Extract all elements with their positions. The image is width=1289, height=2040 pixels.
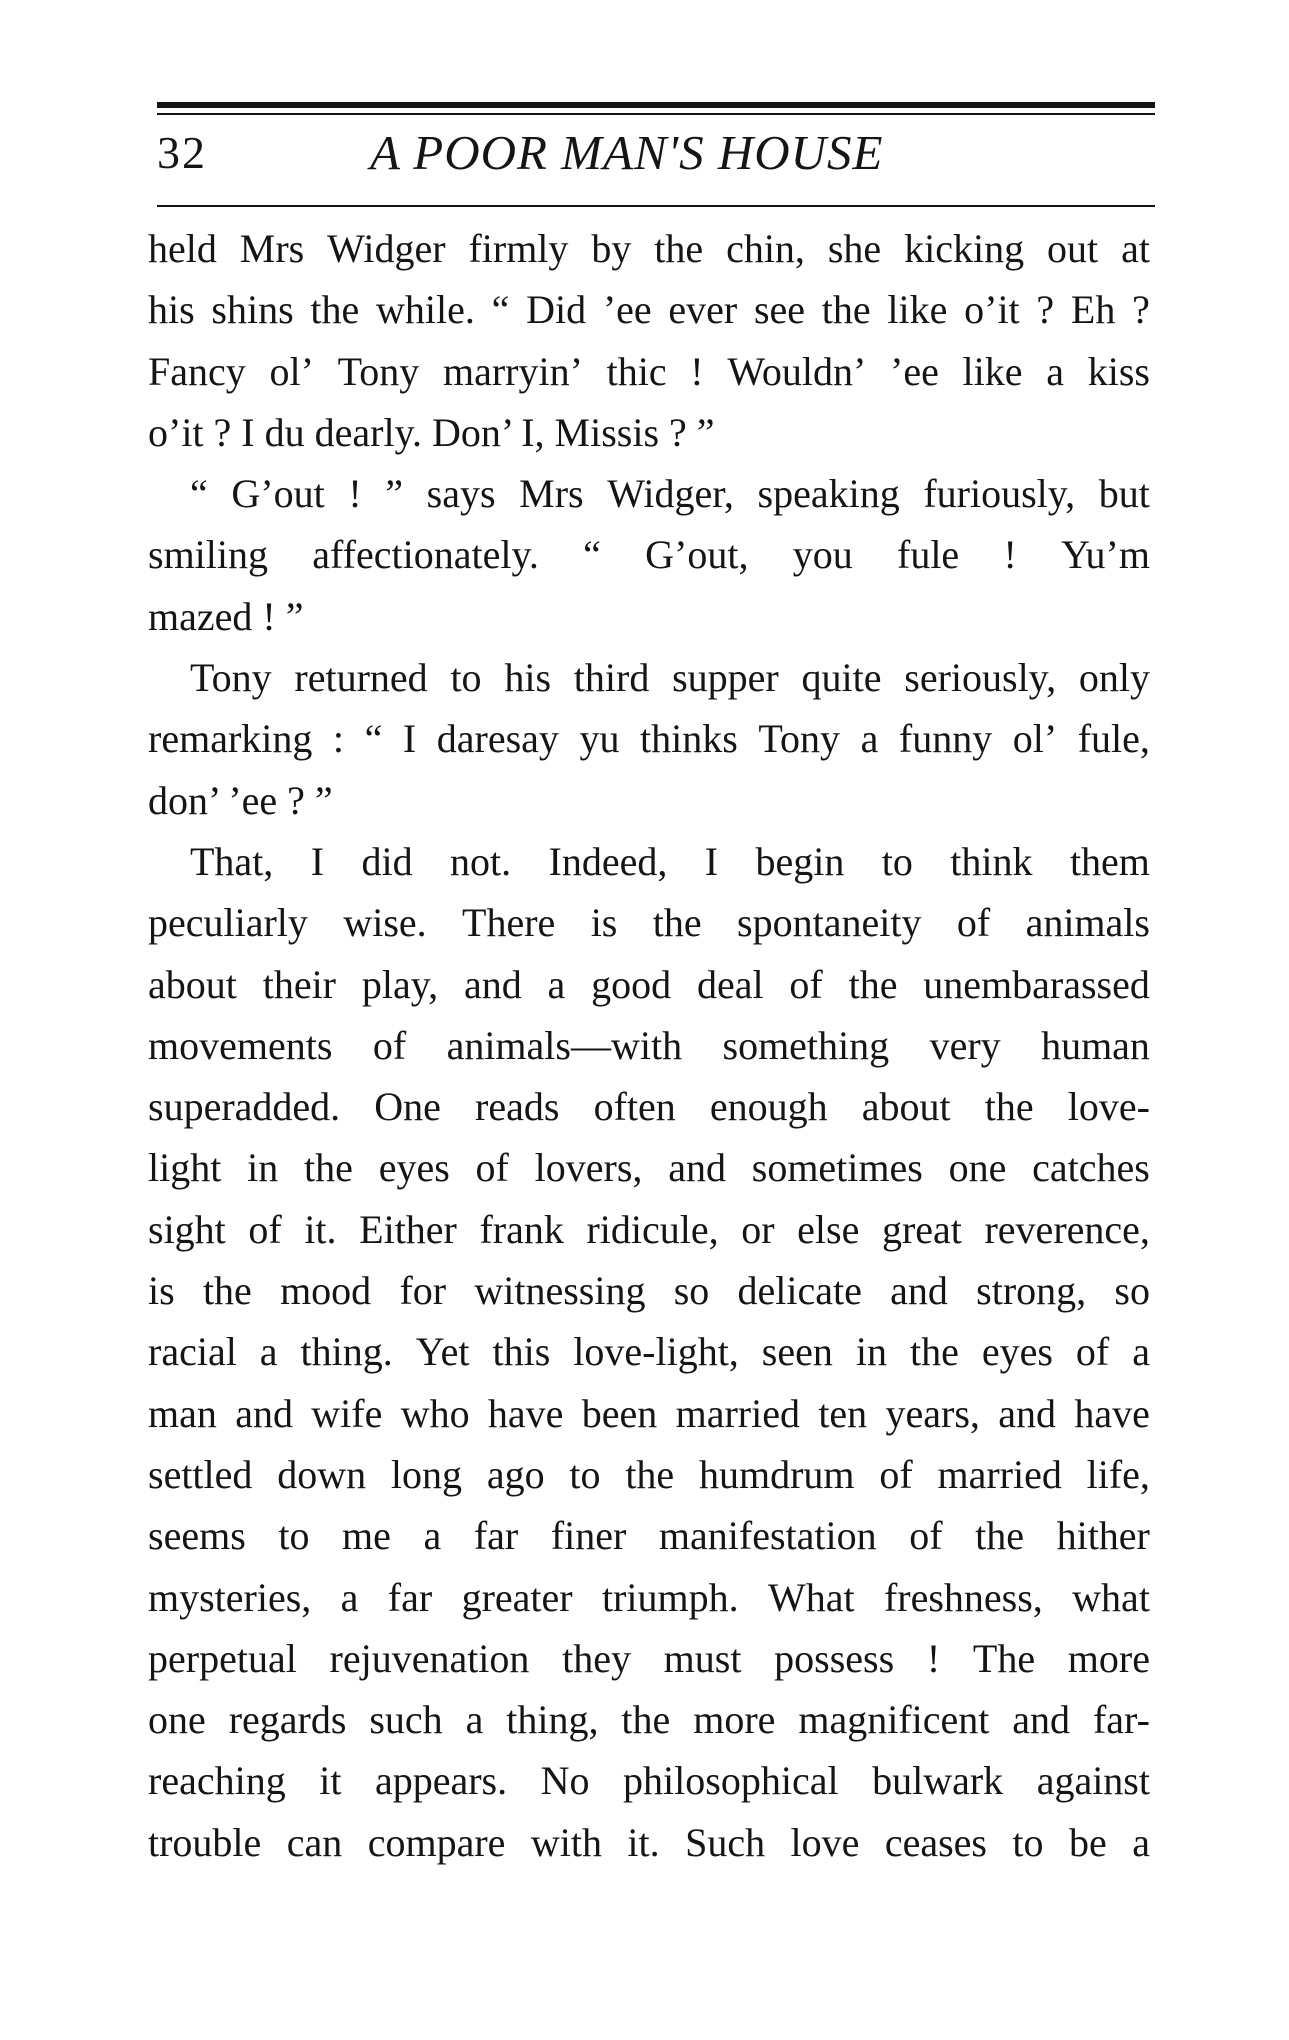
text-line: Tony returned to his third supper quite seriously, only [190, 655, 1150, 701]
header-rule-thick [157, 102, 1155, 108]
text-line: his shins the while. “ Did ’ee ever see the like o’it ? Eh ? [148, 287, 1150, 333]
text-line: mazed ! ” [148, 593, 304, 639]
text-line: Fancy ol’ Tony marryin’ thic ! Wouldn’ ’ee like a kiss [148, 348, 1150, 394]
page-number: 32 [157, 127, 207, 178]
text-line: “ G’out ! ” says Mrs Widger, speaking furiously, but [190, 471, 1150, 517]
text-line: is the mood for witnessing so delicate and strong, so [148, 1268, 1150, 1314]
body-text [148, 218, 1150, 1873]
text-line: remarking : “ I daresay yu thinks Tony a funny ol’ fule, [148, 716, 1150, 762]
running-title: A POOR MAN'S HOUSE [370, 125, 884, 180]
text-line: movements of animals—with something very human [148, 1022, 1150, 1068]
text-line: man and wife who have been married ten years, and have [148, 1390, 1150, 1436]
text-line: seems to me a far finer manifestation of the hither [148, 1513, 1150, 1559]
text-line: trouble can compare with it. Such love ceases to be a [148, 1819, 1150, 1865]
text-line: one regards such a thing, the more magnificent and far- [148, 1697, 1150, 1743]
text-line: held Mrs Widger firmly by the chin, she kicking out at [148, 226, 1150, 271]
text-line: light in the eyes of lovers, and sometimes one catches [148, 1145, 1150, 1191]
header-rule-bottom [157, 205, 1155, 207]
text-line: o’it ? I du dearly. Don’ I, Missis ? ” [148, 409, 715, 455]
text-line: sight of it. Either frank ridicule, or else great reverence, [148, 1206, 1150, 1252]
header-rule-thin [157, 113, 1155, 115]
text-line: perpetual rejuvenation they must possess ! The more [148, 1635, 1150, 1681]
text-line: settled down long ago to the humdrum of married life, [148, 1451, 1150, 1497]
text-line: mysteries, a far greater triumph. What freshness, what [148, 1574, 1150, 1620]
text-line: about their play, and a good deal of the unembarassed [148, 961, 1150, 1007]
text-line: racial a thing. Yet this love-light, seen in the eyes of a [148, 1329, 1150, 1375]
text-line: peculiarly wise. There is the spontaneity of animals [148, 900, 1150, 946]
text-line: don’ ’ee ? ” [148, 777, 333, 823]
text-line: superadded. One reads often enough about the love- [148, 1084, 1150, 1130]
text-line: reaching it appears. No philosophical bulwark against [148, 1758, 1150, 1804]
text-line: smiling affectionately. “ G’out, you fule ! Yu’m [148, 532, 1150, 578]
text-line: That, I did not. Indeed, I begin to think them [190, 838, 1150, 884]
